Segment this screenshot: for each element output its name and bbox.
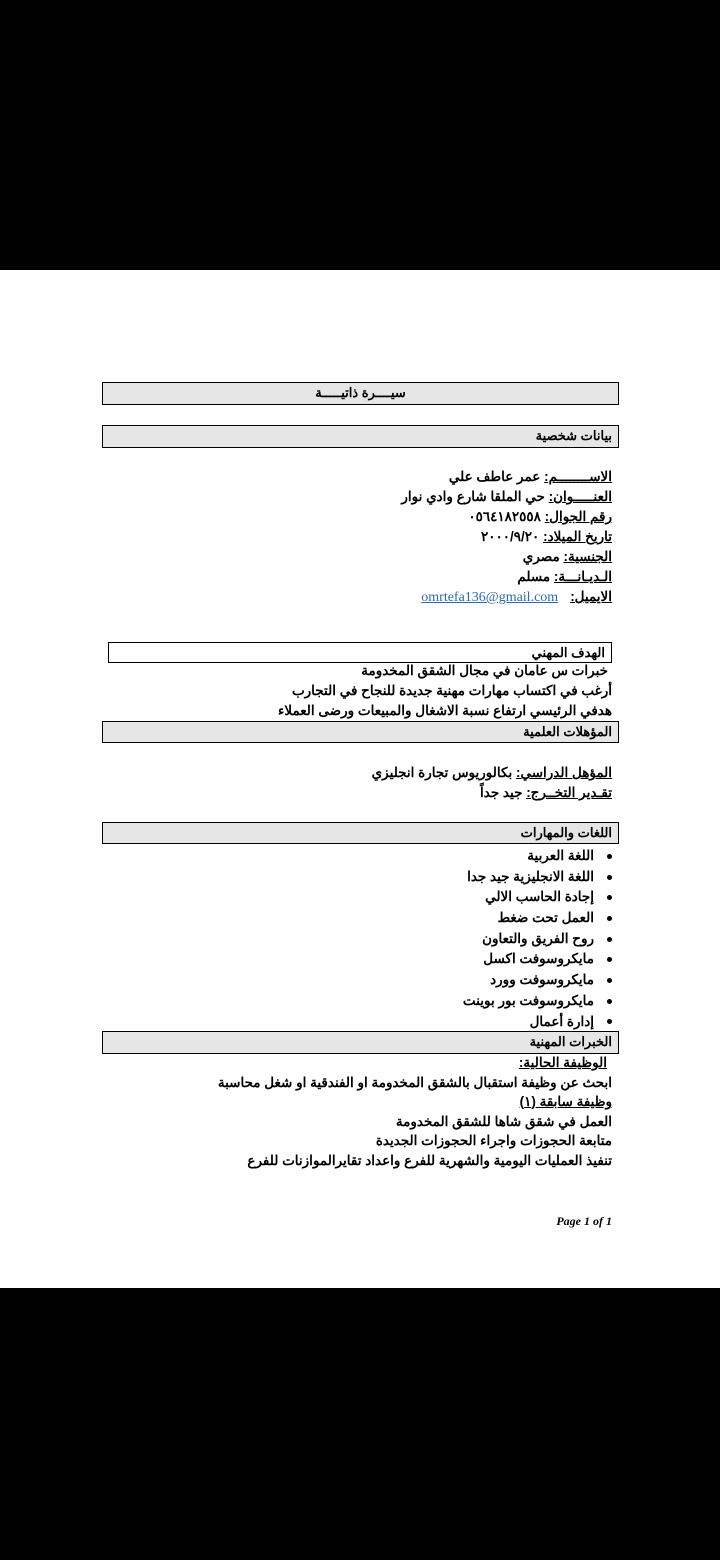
value: مصري bbox=[522, 549, 564, 564]
qualifications-heading-box bbox=[102, 721, 619, 743]
label: المؤهل الدراسي: bbox=[515, 765, 612, 780]
previous-job-line: متابعة الحجوزات واجراء الحجوزات الجديدة bbox=[375, 1133, 612, 1149]
experience-heading-box bbox=[102, 1031, 619, 1054]
skill-text: مايكروسوفت اكسل bbox=[483, 951, 594, 967]
current-job-label bbox=[218, 1053, 612, 1073]
personal-heading-box bbox=[102, 425, 619, 448]
skill-text: إجادة الحاسب الالي bbox=[485, 889, 594, 905]
skill-item bbox=[463, 1012, 612, 1033]
field-nationality bbox=[401, 547, 612, 567]
skill-item bbox=[463, 846, 612, 867]
field-phone bbox=[401, 507, 612, 527]
label: تقـدير التخــرج: bbox=[526, 785, 612, 800]
objective-heading: الهدف المهني bbox=[531, 645, 605, 660]
objective-line: خبرات س عامان في مجال الشقق المخدومة bbox=[361, 663, 608, 678]
skill-text: إدارة أعمال bbox=[529, 1013, 594, 1029]
bullet-icon bbox=[607, 916, 612, 921]
objective-lines bbox=[278, 661, 612, 721]
previous-job-line: تنفيذ العمليات اليومية والشهرية للفرع واعداد تقايرالموازنات للفرع bbox=[247, 1152, 612, 1168]
bullet-icon bbox=[607, 957, 612, 962]
bullet-icon bbox=[607, 1019, 612, 1024]
label: تاريخ الميلاد: bbox=[543, 529, 612, 544]
cv-title: سيــــرة ذاتيـــــة bbox=[315, 385, 406, 400]
bullet-icon bbox=[607, 978, 612, 983]
label: وظيفة سابقة (١) bbox=[519, 1094, 612, 1110]
field-name bbox=[401, 467, 612, 487]
document-page bbox=[0, 270, 720, 1288]
cv-title-box bbox=[102, 382, 619, 405]
personal-heading: بيانات شخصية bbox=[535, 428, 612, 443]
skill-item bbox=[463, 887, 612, 908]
field-address bbox=[401, 487, 612, 507]
email-link[interactable]: omrtefa136@gmail.com bbox=[421, 590, 559, 605]
experience-lines bbox=[218, 1053, 612, 1171]
skills-list bbox=[463, 846, 612, 1032]
page-number: Page 1 of 1 bbox=[556, 1214, 612, 1228]
label: رقم الجوال: bbox=[544, 509, 612, 524]
skill-text: مايكروسوفت وورد bbox=[490, 972, 594, 988]
value: مسلم bbox=[517, 569, 554, 584]
value: حي الملقا شارع وادي نوار bbox=[401, 489, 549, 504]
bullet-icon bbox=[607, 875, 612, 880]
field-religion bbox=[401, 567, 612, 587]
label: الاســــــــم: bbox=[544, 469, 612, 484]
bullet-icon bbox=[607, 999, 612, 1004]
value: عمر عاطف علي bbox=[448, 469, 545, 484]
field-degree bbox=[372, 763, 612, 783]
label: الوظيفة الحالية: bbox=[518, 1055, 607, 1070]
current-job-text: ابحث عن وظيفة استقبال بالشقق المخدومة او الفندقية او شغل محاسبة bbox=[217, 1074, 612, 1090]
field-email bbox=[401, 587, 612, 607]
skills-heading-box bbox=[102, 822, 619, 844]
skill-item bbox=[463, 970, 612, 991]
field-grade bbox=[372, 783, 612, 803]
label: العنـــــوان: bbox=[548, 489, 612, 504]
skill-item bbox=[463, 949, 612, 970]
value: جيد جداً bbox=[479, 785, 527, 800]
bullet-icon bbox=[607, 895, 612, 900]
previous-job-label bbox=[218, 1092, 612, 1112]
value: ٠٥٦٤١٨٢٥٥٨ bbox=[468, 509, 545, 524]
value: بكالوريوس تجارة انجليزي bbox=[371, 765, 516, 780]
skill-text: العمل تحت ضغط bbox=[497, 910, 594, 926]
personal-info bbox=[401, 467, 612, 607]
objective-heading-box bbox=[108, 642, 612, 663]
bullet-icon bbox=[607, 854, 612, 859]
skill-text: روح الفريق والتعاون bbox=[482, 930, 594, 946]
skill-text: مايكروسوفت بور بوينت bbox=[462, 992, 594, 1008]
objective-line: هدفي الرئيسي ارتفاع نسبة الاشغال والمبيعات ورضى العملاء bbox=[278, 703, 612, 718]
label: الجنسية: bbox=[563, 549, 612, 564]
qualifications-info bbox=[372, 763, 612, 803]
experience-heading: الخبرات المهنية bbox=[529, 1034, 612, 1049]
skill-item bbox=[463, 867, 612, 888]
value: ٢٠٠٠/٩/٢٠ bbox=[481, 529, 544, 544]
label: الـديـانـــة: bbox=[553, 569, 612, 584]
skill-item bbox=[463, 929, 612, 950]
label: الايميل: bbox=[570, 589, 612, 604]
field-birthdate bbox=[401, 527, 612, 547]
skill-item bbox=[463, 991, 612, 1012]
skill-item bbox=[463, 908, 612, 929]
skill-text: اللغة العربية bbox=[527, 848, 594, 863]
skills-heading: اللغات والمهارات bbox=[520, 825, 612, 840]
skill-text: اللغة الانجليزية جيد جدا bbox=[467, 868, 594, 884]
qualifications-heading: المؤهلات العلمية bbox=[523, 724, 612, 739]
bullet-icon bbox=[607, 937, 612, 942]
objective-line: أرغب في اكتساب مهارات مهنية جديدة للنجاح في التجارب bbox=[291, 683, 612, 698]
previous-job-line: العمل في شقق شاها للشقق المخدومة bbox=[395, 1113, 612, 1129]
